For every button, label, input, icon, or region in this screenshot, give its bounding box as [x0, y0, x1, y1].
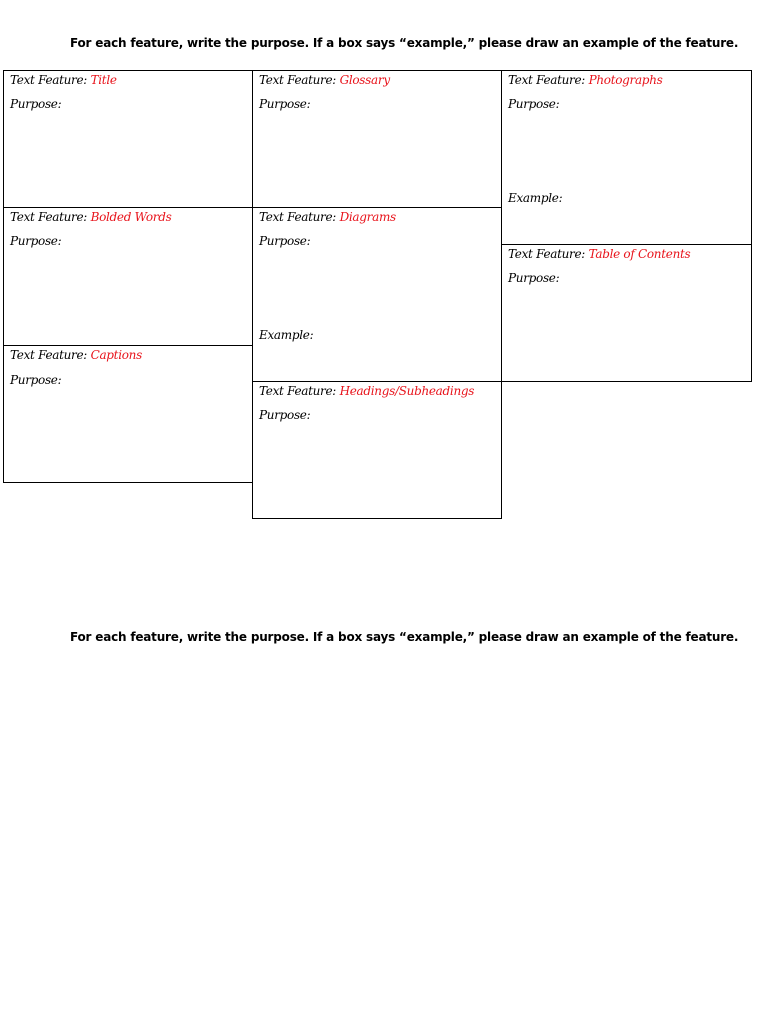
instruction-bottom: For each feature, write the purpose. If a box says “example,” please draw an example of the feature.	[70, 630, 739, 644]
feature-name-captions: Captions	[90, 348, 142, 362]
feature-line-photographs	[508, 73, 662, 87]
text-feature-label: Text Feature:	[259, 73, 340, 87]
feature-line-diagrams	[259, 210, 396, 224]
feature-name-table-of-contents: Table of Contents	[588, 247, 691, 261]
feature-line-bolded-words	[10, 210, 171, 224]
purpose-label: Purpose:	[259, 408, 311, 422]
purpose-label: Purpose:	[508, 271, 560, 285]
feature-line-headings	[259, 384, 474, 398]
text-feature-label: Text Feature:	[259, 384, 340, 398]
box-glossary	[252, 70, 502, 208]
purpose-label: Purpose:	[259, 97, 311, 111]
feature-name-photographs: Photographs	[588, 73, 663, 87]
text-feature-label: Text Feature:	[10, 348, 91, 362]
box-captions	[3, 345, 253, 483]
text-feature-label: Text Feature:	[10, 73, 91, 87]
purpose-label: Purpose:	[508, 97, 560, 111]
feature-line-table-of-contents	[508, 247, 690, 261]
feature-name-headings: Headings/Subheadings	[339, 384, 475, 398]
purpose-label: Purpose:	[10, 234, 62, 248]
instruction-top: For each feature, write the purpose. If a box says “example,” please draw an example of the feature.	[70, 36, 739, 50]
box-title	[3, 70, 253, 208]
feature-name-title: Title	[90, 73, 117, 87]
feature-name-glossary: Glossary	[339, 73, 390, 87]
box-table-of-contents	[501, 244, 752, 382]
box-headings	[252, 381, 502, 519]
feature-line-glossary	[259, 73, 390, 87]
purpose-label: Purpose:	[10, 97, 62, 111]
feature-name-bolded-words: Bolded Words	[90, 210, 172, 224]
text-feature-label: Text Feature:	[259, 210, 340, 224]
purpose-label: Purpose:	[259, 234, 311, 248]
example-label: Example:	[508, 191, 563, 205]
feature-line-title	[10, 73, 117, 87]
box-photographs	[501, 70, 752, 245]
text-feature-label: Text Feature:	[508, 73, 589, 87]
purpose-label: Purpose:	[10, 373, 62, 387]
feature-line-captions	[10, 348, 142, 362]
text-feature-label: Text Feature:	[508, 247, 589, 261]
text-feature-label: Text Feature:	[10, 210, 91, 224]
box-diagrams	[252, 207, 502, 382]
example-label: Example:	[259, 328, 314, 342]
box-bolded-words	[3, 207, 253, 346]
feature-name-diagrams: Diagrams	[339, 210, 396, 224]
